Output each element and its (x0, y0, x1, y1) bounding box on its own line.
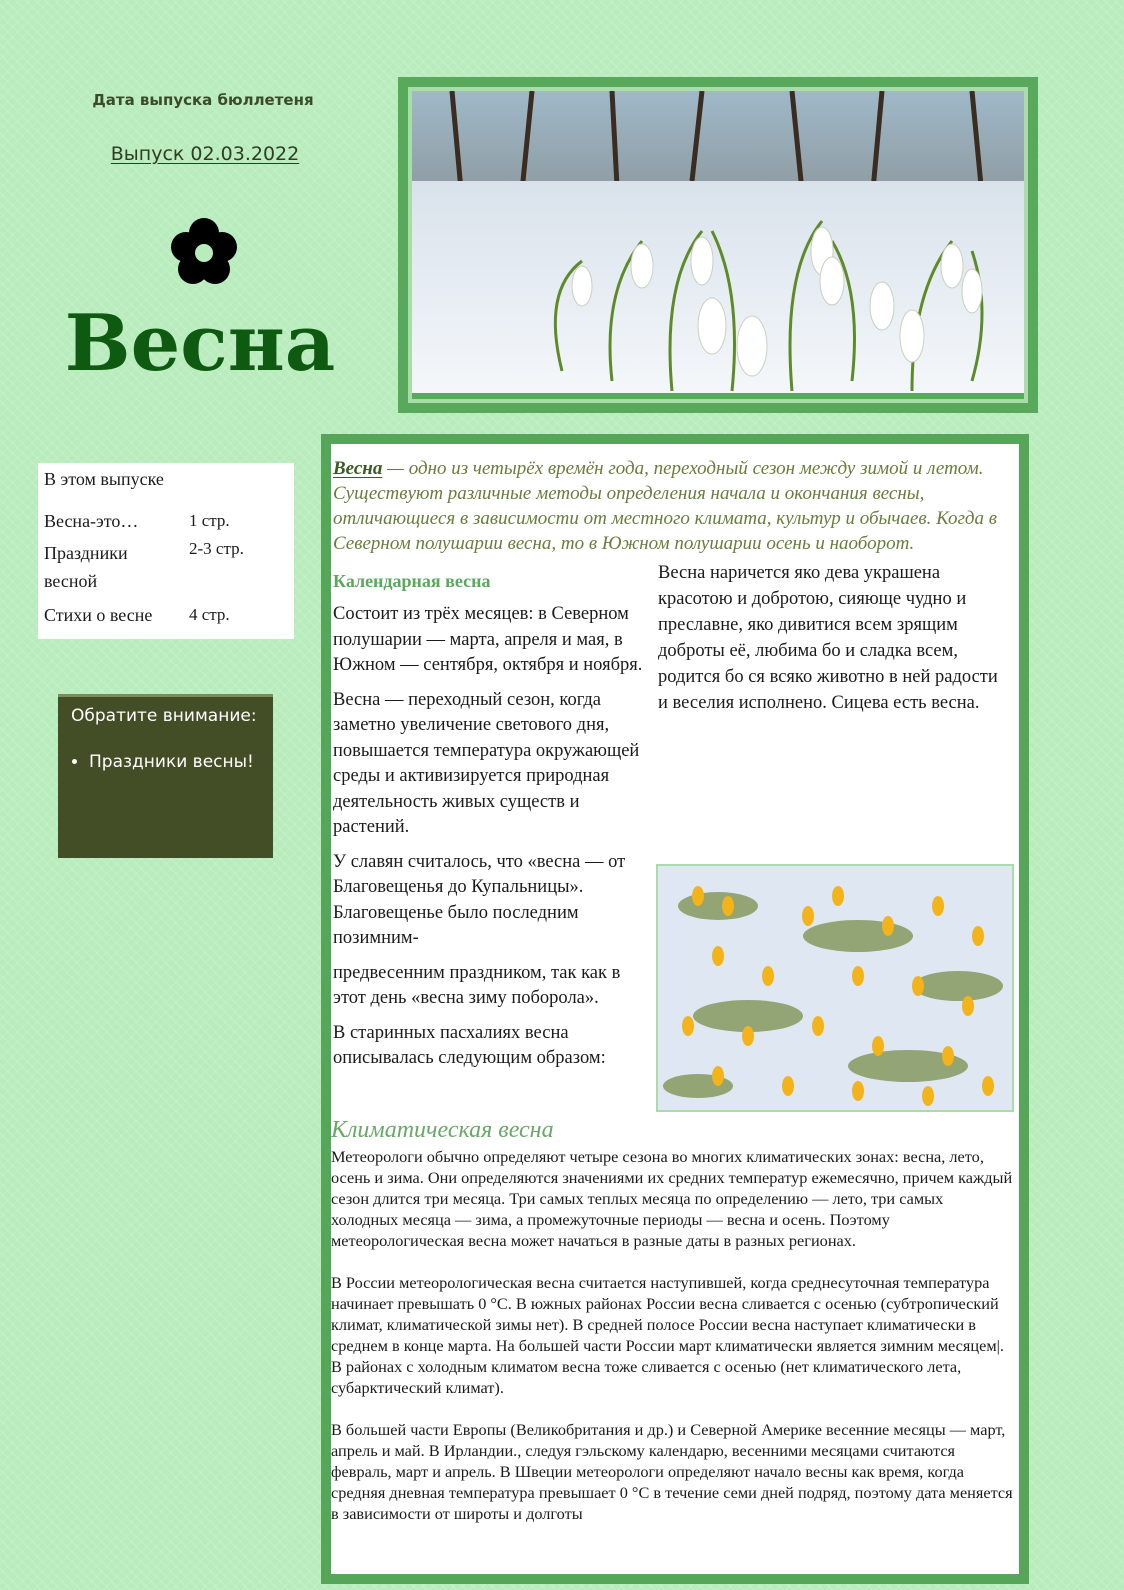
notice-box (58, 694, 273, 858)
table-of-contents (38, 463, 294, 639)
paragraph: Метеорологи обычно определяют четыре сезона во многих климатических зонах: весна, лето, осень и зима. Они определяются значениями их средних температур ежемесячно, причем каждый сезон длится три месяца. Три самых теплых месяца по определению — лето, три самых холодных месяца — зима, а промежуточные периоды — весна и осень. Поэтому метеорологическая весна может начаться в разные даты в разных регионах. (331, 1147, 1013, 1250)
paragraph: предвесенним праздником, так как в этот день «весна зиму поборола». (333, 962, 621, 1008)
toc-heading: В этом выпуске (44, 469, 164, 489)
intro-paragraph (333, 456, 1011, 556)
paragraph: Состоит из трёх месяцев: в Северном полушарии — марта, апреля и мая, в Южном — сентября, октября и ноября. (333, 604, 643, 675)
paragraph: В большей части Европы (Великобритания и др.) и Северной Америке весенние месяцы — март, апрель и май. В Ирландии., следуя гэльскому календарю, весенними месяцами считаются февраль, март и апрель. В Швеции метеорологи определяют начало весны как время, когда средняя дневная температура превышает 0 °C в течение семи дней подряд, поэтому дата меняется в зависимости от широты и долготы (331, 1420, 1013, 1523)
climate-heading: Климатическая весна (331, 1117, 554, 1143)
quote-text: Весна наричется яко дева украшена красотою и добротою, сияюще чудно и преславне, яко дивитися всем зрящим доброты её, любима бо и сладка всем, родится бо ся всяко животно в ней радости и веселия исполнено. Сицева есть весна. (658, 563, 998, 713)
paragraph: В России метеорологическая весна считается наступившей, когда среднесуточная температура начинает превышать 0 °C. В южных районах России весна сливается с осенью (субтропический климат, климатической зимы нет). В средней полосе России весна наступает климатически в среднем в конце марта. На большей части России март климатически является зимним месяцем|. В районах с холодным климатом весна тоже сливается с осенью (нет климатического лета, субарктический климат). (331, 1273, 1004, 1397)
toc-item-page: 2-3 стр. (189, 539, 244, 558)
toc-item-label[interactable]: Праздники весной (44, 543, 128, 591)
toc-item-page: 4 стр. (189, 605, 230, 624)
snowdrops-photo (412, 91, 1024, 393)
date-label: Дата выпуска бюллетеня (92, 91, 314, 109)
article-frame (321, 434, 1029, 1584)
paragraph: В старинных пасхалиях весна описывалась следующим образом: (333, 1022, 606, 1068)
paragraph: У славян считалось, что «весна — от Благовещенья до Купальницы». Благовещенье было последним позимним- (333, 851, 626, 948)
snowdrops-photo-frame (398, 77, 1038, 413)
issue-number[interactable]: Выпуск 02.03.2022 (110, 143, 300, 165)
page-title: Весна (64, 298, 336, 389)
notice-list (71, 752, 254, 772)
climate-spring-section (331, 1114, 1013, 1524)
toc-item-label[interactable]: Стихи о весне (44, 605, 153, 625)
intro-lead[interactable]: Весна (333, 458, 383, 479)
article-body (331, 444, 1019, 1574)
toc-item-page: 1 стр. (189, 511, 230, 530)
flower-icon (168, 216, 240, 288)
notice-bullet: • Праздники весны! (89, 752, 254, 772)
intro-text: — одно из четырёх времён года, переходный сезон между зимой и летом. Существуют различные методы определения начала и окончания весны, отличающиеся в зависимости от местного климата, культур и обычаев. Когда в Северном полушарии весна, то в Южном полушарии осень и наоборот. (333, 458, 998, 554)
toc-item-label[interactable]: Весна-это… (44, 511, 139, 531)
crocus-photo-frame (656, 864, 1014, 1112)
calendar-spring-column (333, 568, 648, 1081)
calendar-heading: Календарная весна (333, 571, 491, 591)
paragraph: Весна — переходный сезон, когда заметно увеличение светового дня, повышается температура окружающей среды и активизируется природная деятельность живых существ и растений. (333, 689, 640, 837)
crocus-photo (658, 866, 1012, 1110)
notice-title: Обратите внимание: (71, 706, 257, 726)
